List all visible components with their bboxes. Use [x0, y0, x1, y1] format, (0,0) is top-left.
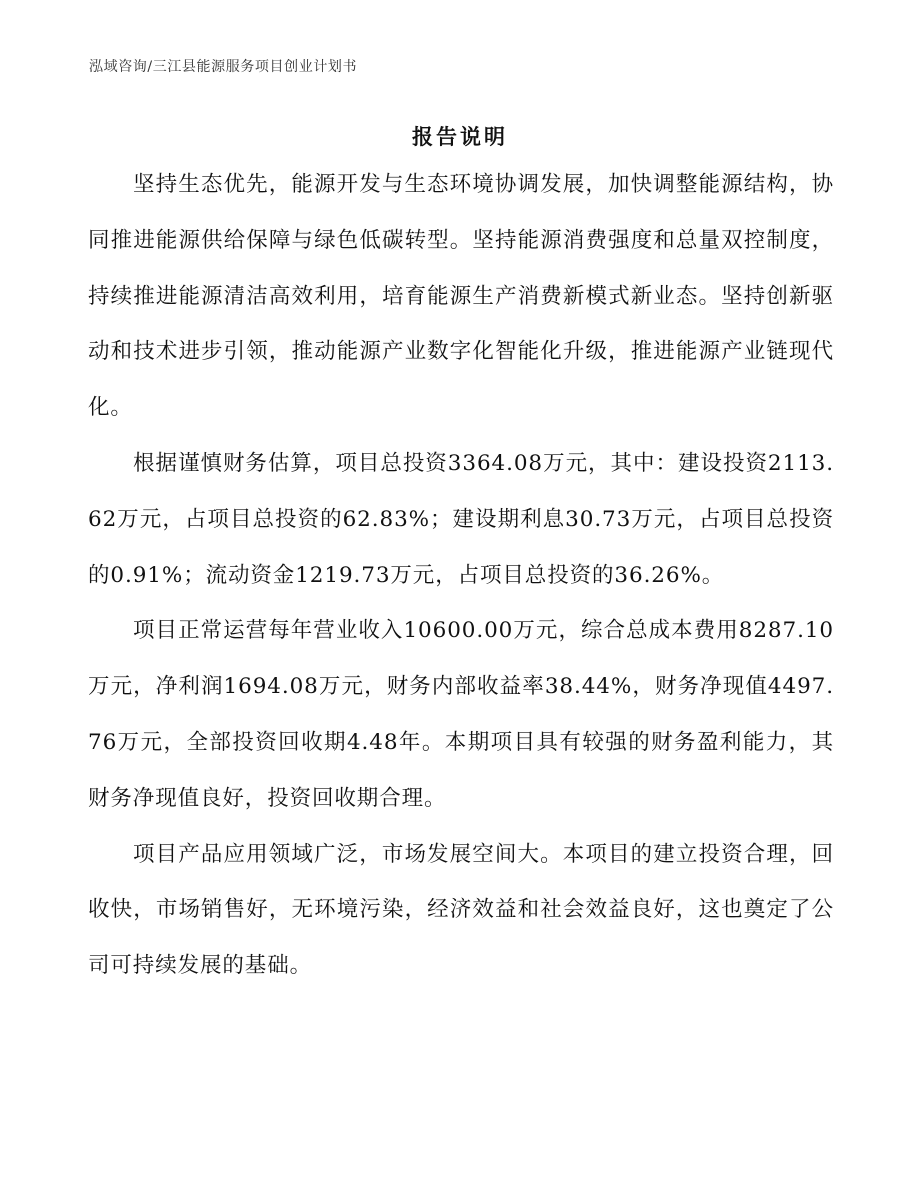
paragraph-market-outlook: 项目产品应用领域广泛，市场发展空间大。本项目的建立投资合理，回收快，市场销售好，无环境污染，经济效益和社会效益良好，这也奠定了公司可持续发展的基础。 [88, 841, 834, 979]
document-body [88, 157, 834, 994]
paragraph-energy-policy: 坚持生态优先，能源开发与生态环境协调发展，加快调整能源结构，协同推进能源供给保障与绿色低碳转型。坚持能源消费强度和总量双控制度，持续推进能源清洁高效利用，培育能源生产消费新模式新业态。坚持创新驱动和技术进步引领，推动能源产业数字化智能化升级，推进能源产业链现代化。 [88, 172, 834, 421]
page-title: 报告说明 [412, 124, 508, 149]
running-header: 泓域咨询/三江县能源服务项目创业计划书 [89, 59, 358, 75]
paragraph-investment-estimate: 根据谨慎财务估算，项目总投资3364.08万元，其中：建设投资2113.62万元，占项目总投资的62.83%；建设期利息30.73万元，占项目总投资的0.91%；流动资金1219.73万元，占项目总投资的36.26%。 [88, 450, 834, 588]
paragraph-financial-returns: 项目正常运营每年营业收入10600.00万元，综合总成本费用8287.10万元，净利润1694.08万元，财务内部收益率38.44%，财务净现值4497.76万元，全部投资回收期4.48年。本期项目具有较强的财务盈利能力，其财务净现值良好，投资回收期合理。 [88, 618, 834, 811]
